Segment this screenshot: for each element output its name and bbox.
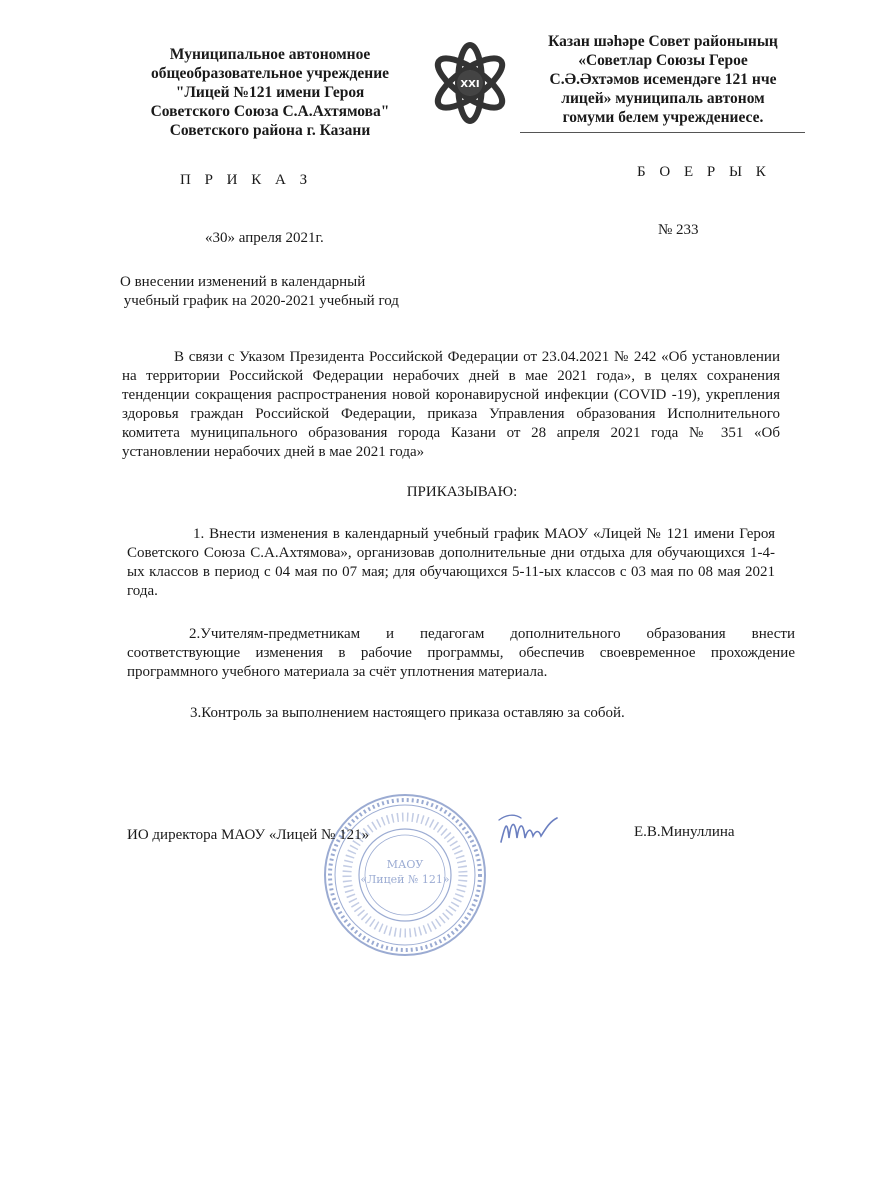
header-left-line: Советского района г. Казани — [169, 122, 371, 139]
document-subject — [120, 273, 399, 311]
order-item-1-text: 1. Внести изменения в календарный учебный график МАОУ «Лицей № 121 имени Героя Советского Союза С.А.Ахтямова», организовав дополнительные дни отдыха для обучающихся 1-4-ых классов в период с 04 мая по 07 мая; для обучающихся 5-11-ых классов с 03 мая по 08 мая 2021 года. — [127, 526, 775, 599]
header-right-line: С.Ә.Әхтәмов исемендәге 121 нче — [549, 71, 777, 88]
seal-line: «Лицей № 121» — [360, 873, 450, 886]
header-right-line: Казан шәһәре Совет районының — [548, 33, 778, 50]
official-seal — [320, 790, 490, 960]
preamble-text: В связи с Указом Президента Российской Федерации от 23.04.2021 № 242 «Об установлении на территории Российской Федерации нерабочих дней в мае 2021 года», в целях сохранения тенденции сокращения распространения новой коронавирусной инфекции (COVID -19), укрепления здоровья граждан Российской Федерации, приказа Управления образования Исполнительного комитета муниципального образования города Казани от 28 апреля 2021 года № 351 «Об установлении нерабочих дней в мае 2021 года» — [122, 349, 780, 460]
title-boeryk: Б О Е Р Ы К — [637, 164, 771, 180]
signer-position: ИО директора МАОУ «Лицей № 121» — [127, 827, 370, 843]
header-left-line: "Лицей №121 имени Героя — [175, 84, 365, 101]
order-item-2 — [127, 625, 795, 682]
order-word: ПРИКАЗЫВАЮ: — [406, 484, 518, 500]
order-item-3: 3.Контроль за выполнением настоящего приказа оставляю за собой. — [190, 705, 625, 721]
header-left-line: Муниципальное автономное — [169, 46, 371, 63]
subject-line: О внесении изменений в календарный — [120, 274, 366, 290]
header-left-line: Советского Союза С.А.Ахтямова" — [150, 103, 390, 120]
header-right-line: лицей» муниципаль автоном — [561, 90, 765, 107]
seal-line: МАОУ — [386, 858, 424, 871]
document-number: № 233 — [658, 222, 699, 238]
order-item-2-text: 2.Учителям-предметникам и педагогам дополнительного образования внести соответствующие изменения в рабочие программы, обеспечив своевременное прохождение программного учебного материала за счёт уплотнения материала. — [127, 626, 795, 680]
order-item-1 — [127, 525, 775, 601]
handwritten-signature — [495, 808, 560, 850]
title-prikaz: П Р И К А З — [180, 172, 313, 188]
header-right-line: «Советлар Союзы Герое — [578, 52, 748, 69]
subject-line: учебный график на 2020-2021 учебный год — [120, 293, 399, 309]
signer-name: Е.В.Минуллина — [634, 824, 735, 840]
header-left-line: общеобразовательное учреждение — [150, 65, 390, 82]
header-right-line: гомуми белем учреждениесе. — [562, 109, 764, 126]
logo-text: XXI — [460, 79, 480, 90]
header-left-block — [130, 45, 410, 140]
lyceum-logo — [425, 38, 515, 128]
document-date: «30» апреля 2021г. — [205, 230, 324, 246]
header-divider — [520, 132, 805, 133]
preamble-paragraph — [122, 348, 780, 462]
header-right-block — [518, 32, 808, 127]
